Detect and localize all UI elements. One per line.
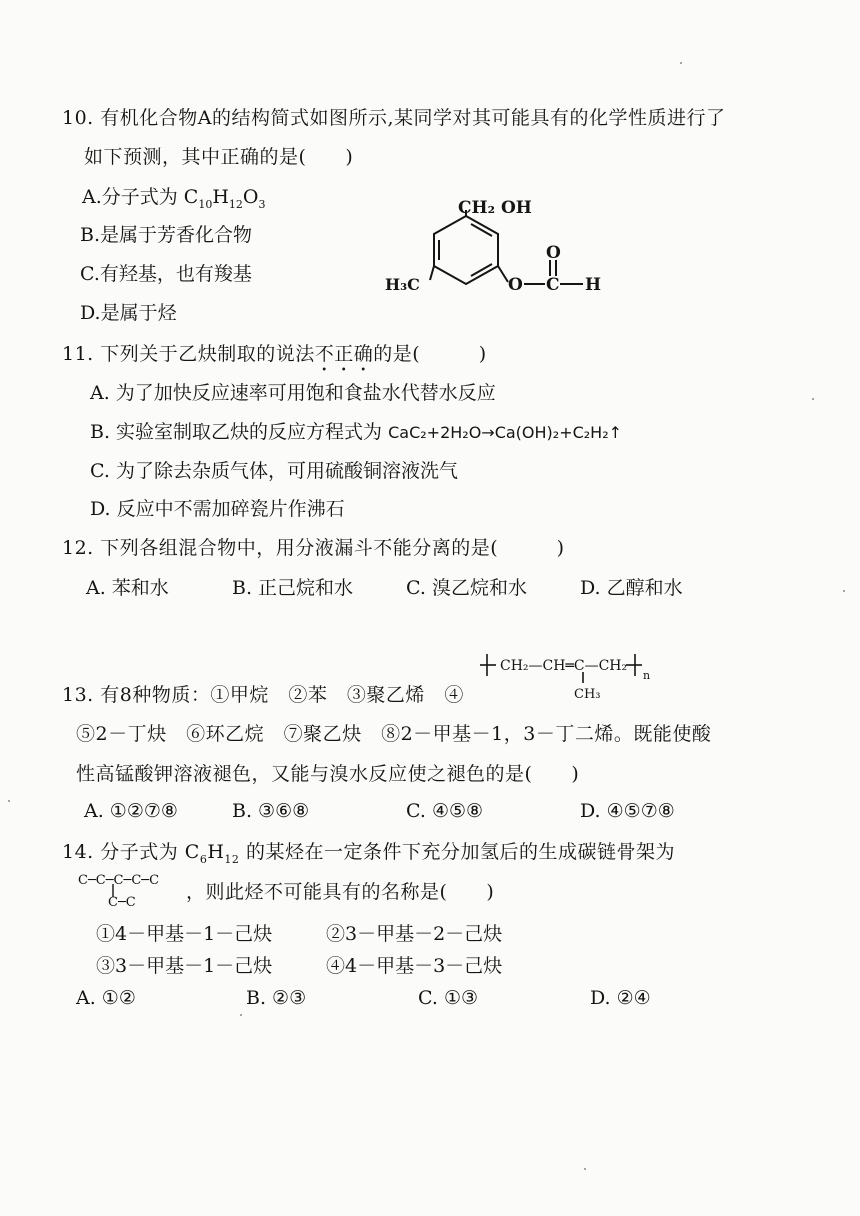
- skeleton-top: C─C─C─C─C: [78, 873, 160, 888]
- q14-option-b: B. ②③: [246, 987, 307, 1009]
- q10-stem-line2: 如下预测，其中正确的是( ): [84, 146, 354, 168]
- skeleton-bottom: C─C: [108, 895, 136, 910]
- scan-speck: [680, 62, 682, 64]
- q10-option-a: A.分子式为 $C_{10}H_{12}O_3$: [82, 186, 266, 211]
- q13-line1: 13. 有8种物质：①甲烷 ②苯 ③聚乙烯 ④: [62, 684, 464, 706]
- q14-option-c: C. ①③: [418, 987, 479, 1009]
- q10-option-c: C.有羟基，也有羧基: [80, 263, 252, 285]
- q14-name-3: ③3－甲基－1－己炔: [96, 955, 273, 977]
- q14-line2: ，则此烃不可能具有的名称是( ): [186, 881, 495, 903]
- scan-speck: [240, 1014, 242, 1016]
- formyl-h-label: H: [585, 275, 602, 295]
- q10-stem-line1: 10. 有机化合物A的结构简式如图所示,某同学对其可能具有的化学性质进行了: [62, 107, 726, 129]
- q11-option-a: A. 为了加快反应速率可用饱和食盐水代替水反应: [90, 382, 496, 404]
- q13-option-b: B. ③⑥⑧: [232, 800, 310, 822]
- q11-option-d: D. 反应中不需加碎瓷片作沸石: [90, 498, 345, 520]
- q12-option-c: C. 溴乙烷和水: [406, 577, 527, 599]
- polymer-n: n: [643, 669, 651, 682]
- q14-option-d: D. ②④: [590, 987, 651, 1009]
- q11-equation: CaC₂+2H₂O→Ca(OH)₂+C₂H₂↑: [388, 423, 623, 442]
- carbonyl-o-label: O: [546, 243, 561, 263]
- q13-option-a: A. ①②⑦⑧: [84, 800, 178, 822]
- ester-o-label: O: [508, 275, 523, 295]
- q11-option-b: B. 实验室制取乙炔的反应方程式为 CaC₂+2H₂O→Ca(OH)₂+C₂H₂↑: [90, 421, 623, 443]
- q13-line2: ⑤2－丁炔 ⑥环乙烷 ⑦聚乙炔 ⑧2－甲基－1，3－丁二烯。既能使酸: [76, 723, 712, 745]
- q14-name-1: ①4－甲基－1－己炔: [96, 923, 273, 945]
- polymer-chain: CH₂—CH═C—CH₂: [500, 658, 628, 674]
- q14-option-a: A. ①②: [76, 987, 136, 1009]
- q10-option-b: B.是属于芳香化合物: [80, 224, 253, 246]
- carbonyl-c-label: C: [546, 275, 560, 295]
- q14-line1: 14. 分子式为 $C_6H_{12}$ 的某烃在一定条件下充分加氢后的生成碳链骨架为: [62, 841, 675, 866]
- q13-option-d: D. ④⑤⑦⑧: [580, 800, 675, 822]
- scan-speck: [843, 590, 845, 592]
- q13-option-c: C. ④⑤⑧: [406, 800, 484, 822]
- q10-option-d: D.是属于烃: [80, 302, 177, 324]
- q11-option-c: C. 为了除去杂质气体，可用硫酸铜溶液洗气: [90, 460, 458, 482]
- polymer-methyl: CH₃: [574, 687, 601, 702]
- ch2oh-label: CH₂ OH: [458, 198, 532, 218]
- q11-emphasis: 不正确: [314, 343, 374, 365]
- scan-speck: [8, 800, 10, 802]
- q13-line3: 性高锰酸钾溶液褪色，又能与溴水反应使之褪色的是( ): [76, 763, 580, 785]
- h3c-label: H₃C: [385, 275, 420, 294]
- q11-stem: 11. 下列关于乙炔制取的说法不正确的是( ): [62, 343, 487, 365]
- scan-speck: [584, 1168, 586, 1170]
- q14-name-4: ④4－甲基－3－己炔: [326, 955, 503, 977]
- q12-stem: 12. 下列各组混合物中，用分液漏斗不能分离的是( ): [62, 537, 565, 559]
- q12-option-a: A. 苯和水: [86, 577, 169, 599]
- scan-speck: [812, 398, 814, 400]
- q14-name-2: ②3－甲基－2－己炔: [326, 923, 503, 945]
- q12-option-d: D. 乙醇和水: [580, 577, 683, 599]
- q12-option-b: B. 正己烷和水: [232, 577, 354, 599]
